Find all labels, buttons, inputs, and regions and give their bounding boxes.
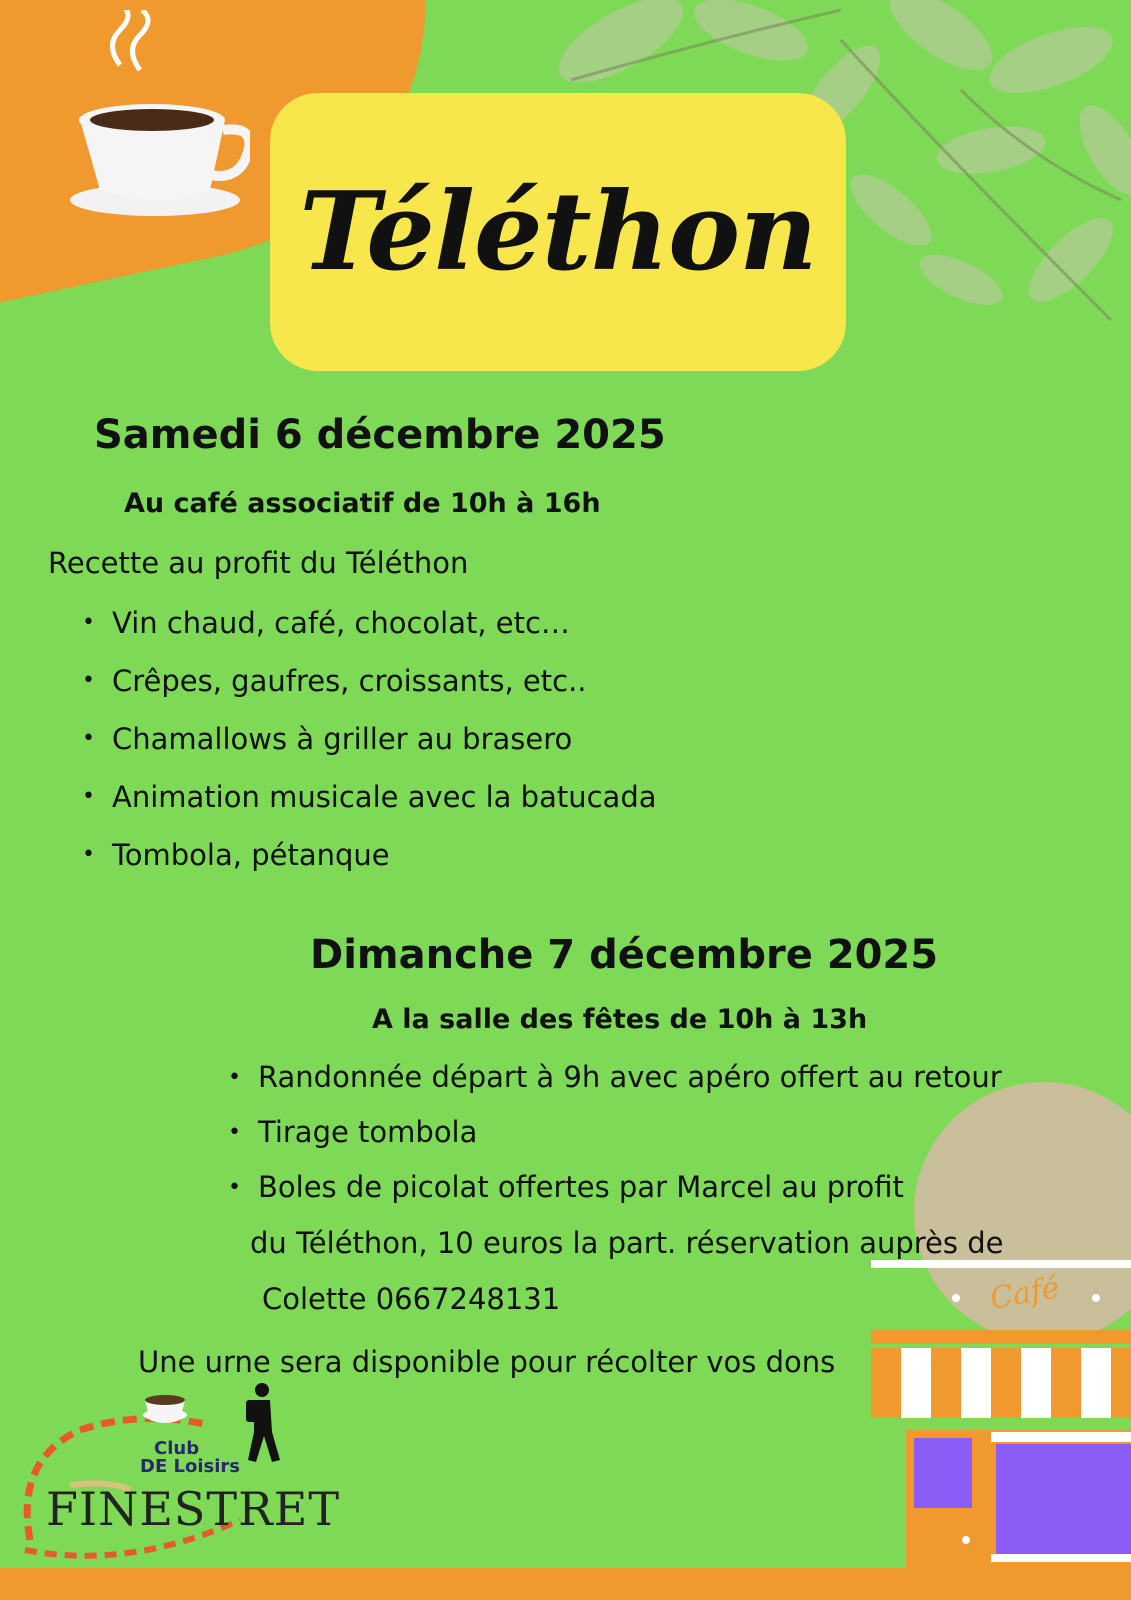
bullet-icon: • — [82, 610, 95, 635]
cafe-storefront — [861, 1080, 1131, 1600]
list-item — [82, 594, 657, 652]
list-item-label: Randonnée départ à 9h avec apéro offert au retour — [258, 1060, 1002, 1094]
list-item-label: Crêpes, gaufres, croissants, etc.. — [112, 664, 587, 698]
bullet-icon: • — [228, 1065, 241, 1090]
list-item — [82, 652, 657, 710]
shop-sign: Café — [987, 1270, 1063, 1317]
list-item-label: Boles de picolat offertes par Marcel au profit — [258, 1170, 904, 1204]
list-item-label: Tombola, pétanque — [112, 838, 390, 872]
hiker-icon — [246, 1383, 280, 1462]
bullet-icon: • — [228, 1175, 241, 1200]
logo-line2: DE Loisirs — [140, 1456, 240, 1477]
saturday-subheading: Au café associatif de 10h à 16h — [124, 488, 601, 519]
bottom-bar — [0, 1568, 1131, 1600]
sunday-item-continuation: du Téléthon, 10 euros la part. réservation auprès de — [250, 1226, 1004, 1260]
bullet-icon: • — [82, 784, 95, 809]
sunday-subheading: A la salle des fêtes de 10h à 13h — [372, 1004, 868, 1035]
bullet-icon: • — [228, 1120, 241, 1145]
list-item — [82, 768, 657, 826]
sunday-heading: Dimanche 7 décembre 2025 — [310, 932, 939, 978]
list-item-label: Tirage tombola — [258, 1115, 478, 1149]
list-item-label: Chamallows à griller au brasero — [112, 722, 573, 756]
logo-line1: Club — [154, 1438, 200, 1459]
footer-note: Une urne sera disponible pour récolter vos dons — [138, 1345, 836, 1379]
list-item — [82, 710, 657, 768]
list-item — [82, 826, 657, 884]
coffee-cup-icon — [60, 10, 250, 220]
saturday-heading: Samedi 6 décembre 2025 — [94, 412, 666, 458]
sunday-contact: Colette 0667248131 — [262, 1282, 561, 1316]
club-logo — [10, 1370, 341, 1580]
bullet-icon: • — [82, 668, 95, 693]
list-item-label: Vin chaud, café, chocolat, etc… — [112, 606, 570, 640]
title-box — [270, 93, 846, 371]
saturday-intro: Recette au profit du Téléthon — [48, 546, 469, 580]
bullet-icon: • — [82, 726, 95, 751]
logo-name: FINESTRET — [46, 1482, 341, 1536]
bullet-icon: • — [82, 842, 95, 867]
page-title: Téléthon — [299, 169, 817, 295]
list-item-label: Animation musicale avec la batucada — [112, 780, 657, 814]
saturday-list — [82, 594, 657, 884]
